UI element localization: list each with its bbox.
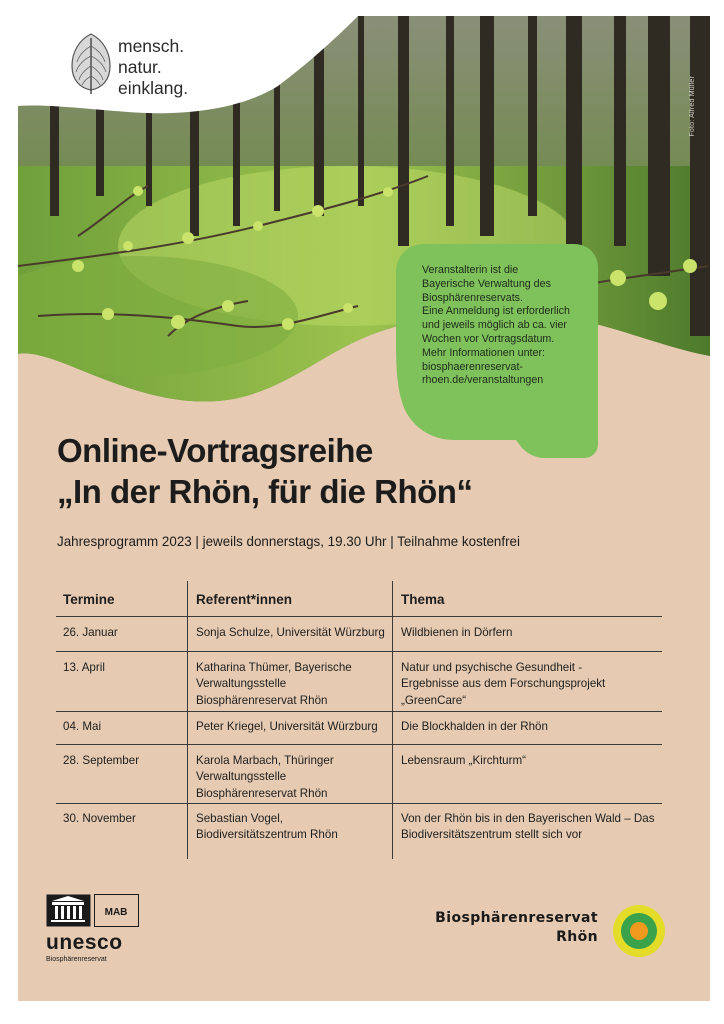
- info-line-6: Wochen vor Vortragsdatum.: [422, 332, 555, 345]
- row-2-speaker-line-1: Katharina Thümer, Bayerische: [196, 661, 352, 674]
- row-4-speaker-line-1: Karola Marbach, Thüringer: [196, 754, 334, 767]
- row-2-speaker: [196, 660, 352, 709]
- info-line-5: und jeweils möglich ab ca. vier: [422, 319, 567, 332]
- column-divider-1: [187, 581, 188, 859]
- row-3-date: 04. Mai: [63, 720, 102, 733]
- row-2-speaker-line-2: Verwaltungsstelle: [196, 677, 287, 691]
- row-divider-header: [56, 616, 662, 617]
- brand-line-2: natur.: [118, 57, 162, 77]
- unesco-logo: [46, 894, 156, 964]
- reserve-name-line-2: Rhön: [556, 929, 598, 945]
- row-2-date: 13. April: [63, 661, 105, 674]
- row-5-topic-line-2: Biodiversitätszentrum stellt sich vor: [401, 828, 583, 842]
- row-4-speaker-line-3: Biosphärenreservat Rhön: [196, 786, 328, 800]
- reserve-name: [418, 909, 598, 947]
- row-5-date: 30. November: [63, 812, 136, 825]
- row-4-speaker-line-2: Verwaltungsstelle: [196, 770, 287, 784]
- row-4-topic-line-1: Lebensraum „Kirchturm“: [401, 754, 526, 767]
- info-line-1: Veranstalterin ist die: [422, 264, 519, 276]
- row-1-date: 26. Januar: [63, 626, 118, 639]
- row-4-speaker: [196, 753, 334, 802]
- brand-line-3: einklang.: [118, 78, 189, 98]
- reserve-name-line-1: Biosphärenreservat: [435, 910, 598, 926]
- program-subtitle: Jahresprogramm 2023 | jeweils donnerstags, 19.30 Uhr | Teilnahme kostenfrei: [57, 534, 520, 549]
- row-1-topic-line-1: Wildbienen in Dörfern: [401, 626, 513, 639]
- brand-logo: [70, 32, 230, 112]
- column-divider-2: [392, 581, 393, 859]
- header-date: Termine: [63, 592, 115, 607]
- page-title: [57, 430, 472, 512]
- row-5-speaker-line-2: Biodiversitätszentrum Rhön: [196, 828, 338, 842]
- mab-label: MAB: [104, 907, 128, 918]
- unesco-mab-icon: [46, 894, 140, 928]
- info-bubble: [394, 244, 600, 460]
- row-5-topic-line-1: Von der Rhön bis in den Bayerischen Wald – Das: [401, 812, 655, 825]
- row-3-speaker: [196, 719, 378, 735]
- title-line-1: Online-Vortragsreihe: [57, 432, 373, 469]
- photo-credit: Foto: Alfred Müller: [689, 76, 696, 137]
- leaf-icon: [70, 32, 112, 96]
- row-5-speaker: [196, 811, 338, 844]
- row-divider-3: [56, 744, 662, 745]
- row-2-speaker-line-3: Biosphärenreservat Rhön: [196, 693, 328, 707]
- row-2-topic-line-1: Natur und psychische Gesundheit -: [401, 661, 583, 674]
- info-line-3: Biosphärenreservats.: [422, 291, 523, 304]
- row-4-date: 28. September: [63, 754, 140, 767]
- reserve-logo-icon: [612, 904, 666, 958]
- row-1-speaker-line-1: Sonja Schulze, Universität Würzburg: [196, 626, 385, 639]
- unesco-wordmark: unesco: [46, 931, 123, 954]
- row-1-speaker: [196, 625, 385, 641]
- poster: [18, 16, 710, 1001]
- title-line-2: „In der Rhön, für die Rhön“: [57, 473, 473, 510]
- row-divider-4: [56, 803, 662, 804]
- info-line-9: rhoen.de/veranstaltungen: [422, 374, 544, 387]
- info-line-8: biosphaerenreservat-: [422, 360, 523, 373]
- info-line-7: Mehr Informationen unter:: [422, 346, 545, 359]
- row-4-topic: [401, 753, 526, 769]
- row-2-topic-line-3: „GreenCare“: [401, 693, 467, 707]
- brand-line-1: mensch.: [118, 36, 185, 56]
- row-divider-2: [56, 711, 662, 712]
- row-3-speaker-line-1: Peter Kriegel, Universität Würzburg: [196, 720, 378, 733]
- row-1-topic: [401, 625, 512, 641]
- header-topic: Thema: [401, 592, 445, 607]
- row-5-speaker-line-1: Sebastian Vogel,: [196, 812, 284, 825]
- header-speaker: Referent*innen: [196, 592, 293, 607]
- row-3-topic: [401, 719, 548, 735]
- row-divider-1: [56, 651, 662, 652]
- info-line-2: Bayerische Verwaltung des: [422, 277, 551, 290]
- row-3-topic-line-1: Die Blockhalden in der Rhön: [401, 720, 548, 733]
- info-line-4: Eine Anmeldung ist erforderlich: [422, 305, 570, 318]
- row-5-topic: [401, 811, 655, 844]
- unesco-subtitle: Biosphärenreservat: [46, 956, 107, 963]
- row-2-topic-line-2: Ergebnisse aus dem Forschungsprojekt: [401, 677, 606, 691]
- row-2-topic: [401, 660, 605, 709]
